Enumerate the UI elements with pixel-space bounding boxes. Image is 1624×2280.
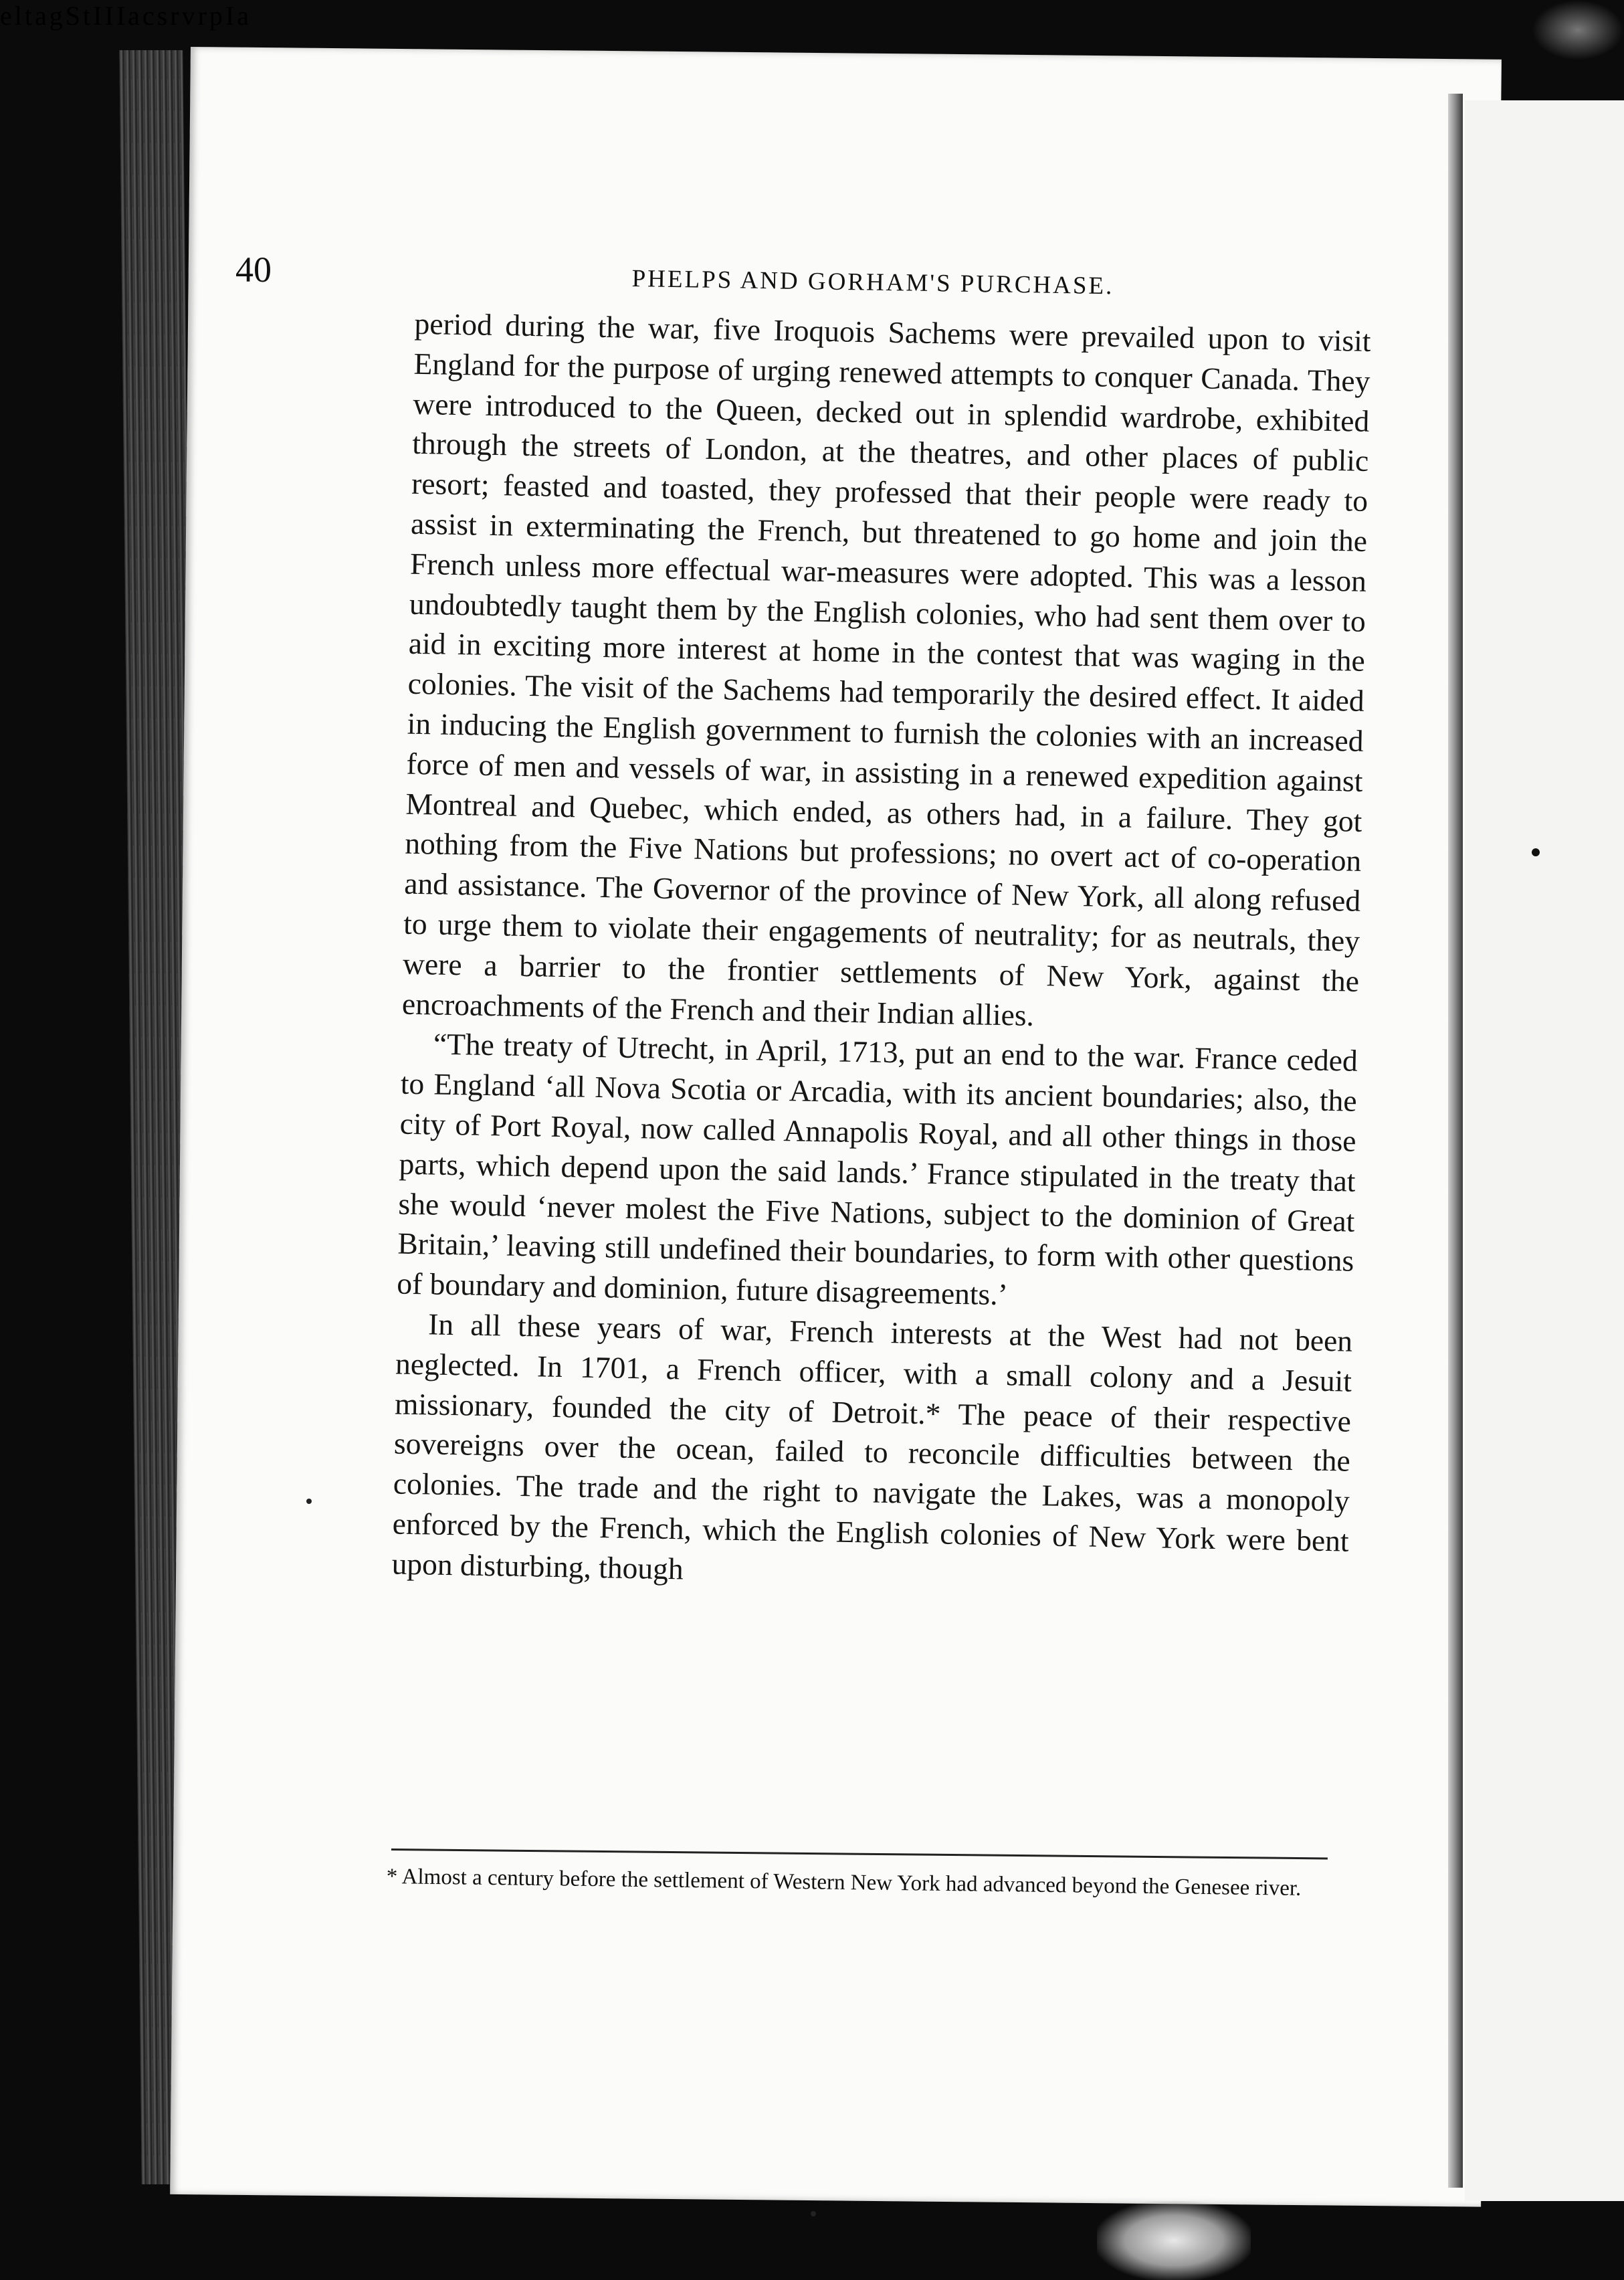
- gutter-shadow: [1448, 94, 1463, 2188]
- paragraph: In all these years of war, French interests at the West had not been neglected. In 1701, a French officer, with a small colony and a Jesuit missionary, founded the city of Detroit.* The peace of their respective sovereigns over the ocean, failed to reconcile difficulties between the colonies. The trade and the right to navigate the Lakes, was a monopoly enforced by the French, which the English colonies of New York were bent upon disturbing, though: [391, 1307, 1353, 1586]
- fragment: a: [128, 1, 140, 31]
- adjacent-page-text-fragments: [0, 0, 1624, 31]
- paragraph: “The treaty of Utrecht, in April, 1713, put an end to the war. France ceded to England ‘all Nova Scotia or Arcadia, with its ancient boundaries; also, the city of Port Royal, now called Annapolis Royal, and all other things in those parts, which depend upon the said lands.’ France stipulated in the treaty that she would ‘never molest the Five Nations, subject to the dominion of Great Britain,’ leaving still undefined their boundaries, to form with other questions of boundary and dominion, future disagreements.’: [396, 1026, 1358, 1312]
- fragment: l: [14, 1, 22, 31]
- fragment: p: [209, 1, 223, 31]
- footnote: * Almost a century before the settlement of Western New York had advanced beyond the Genesee river.: [386, 1865, 1302, 1901]
- body-text: [391, 304, 1371, 1601]
- fragment: S: [65, 1, 81, 31]
- page-number: 40: [235, 250, 272, 290]
- running-head: PHELPS AND GORHAM'S PURCHASE.: [631, 264, 1114, 300]
- fragment: t: [83, 1, 91, 31]
- adjacent-page: [1465, 100, 1624, 2201]
- fragment: e: [0, 1, 12, 31]
- fragment: s: [157, 1, 168, 31]
- fragment: I: [104, 1, 114, 31]
- fragment: c: [142, 1, 155, 31]
- scan-artifact: [1097, 2201, 1251, 2280]
- fragment: r: [170, 1, 179, 31]
- fragment: I: [116, 1, 126, 31]
- fragment: a: [237, 1, 249, 31]
- ink-speck: [1532, 848, 1540, 856]
- fragment: r: [197, 1, 207, 31]
- ink-speck: [306, 1499, 312, 1504]
- fragment: v: [181, 1, 195, 31]
- fragment: g: [49, 1, 63, 31]
- ink-speck: [811, 2211, 816, 2216]
- fragment: t: [24, 1, 33, 31]
- paragraph: period during the war, five Iroquois Sachems were prevailed upon to visit England for the purpose of urging renewed attempts to conquer Canada. They were introduced to the Queen, decked out in splendid wardrobe, exhibited through the streets of London, at the theatres, and other places of public resort; feasted and toasted, they professed that their people were ready to assist in exterminating the French, but threatened to go home and join the French unless more effectual war-measures were adopted. This was a lesson undoubtedly taught them by the English colonies, who had sent them over to aid in exciting more interest at home in the contest that was waging in the colonies. The visit of the Sachems had temporarily the desired effect. It aided in inducing the English government to furnish the colonies with an increased force of men and vessels of war, in assisting in a renewed expedition against Montreal and Quebec, which ended, as others had, in a failure. They got nothing from the Five Nations but professions; no overt act of co-operation and assistance. The Governor of the province of New York, all along refused to urge them to violate their engagements of neutrality; for as neutrals, they were a barrier to the frontier settlements of New York, against the encroachments of the French and their Indian allies.: [401, 306, 1371, 1032]
- fragment: I: [93, 1, 102, 31]
- fragment: a: [35, 1, 47, 31]
- fragment: I: [225, 1, 235, 31]
- scan-artifact: [1532, 0, 1624, 60]
